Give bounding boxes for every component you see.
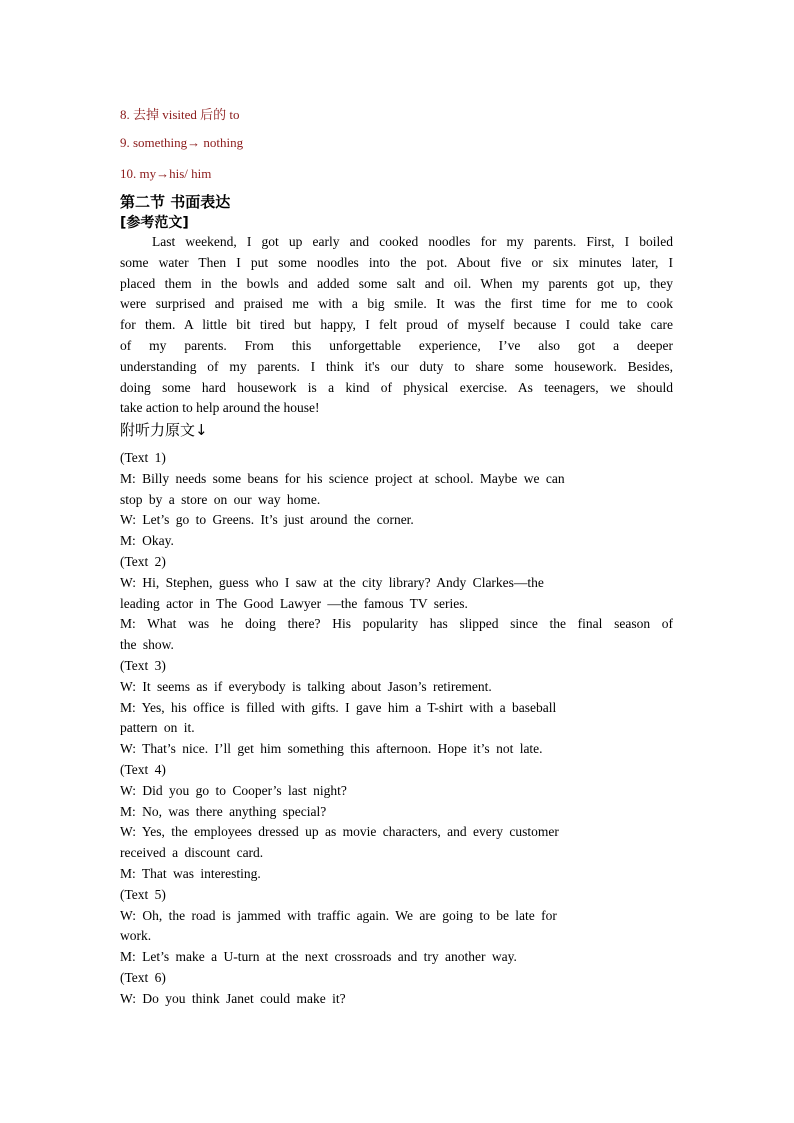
essay-line: take action to help around the house! xyxy=(120,400,320,416)
essay-line: of my parents. From this unforgettable experience, I’ve also got a deeper xyxy=(120,337,673,353)
listening-script xyxy=(120,448,673,1010)
essay-line: understanding of my parents. I think it's our duty to share some housework. Besides, xyxy=(120,358,673,374)
script-line: M: Let’s make a U-turn at the next crossroads and try another way. xyxy=(120,949,517,965)
script-line: work. xyxy=(120,928,152,944)
script-line: (Text 4) xyxy=(120,761,166,777)
correction-item-9: 9. something→ nothing xyxy=(120,135,244,150)
essay-line: placed them in the bowls and added some salt and oil. When my parents got up, they xyxy=(120,275,673,291)
script-line: received a discount card. xyxy=(120,845,264,861)
correction-item-10: 10. my→his/ him xyxy=(120,166,212,181)
script-line: the show. xyxy=(120,637,174,653)
script-line: (Text 3) xyxy=(120,657,166,673)
script-line: (Text 2) xyxy=(120,553,166,569)
script-line: stop by a store on our way home. xyxy=(120,491,321,507)
essay-line: were surprised and praised me with a big smile. It was the first time for me to cook xyxy=(120,296,673,312)
listening-script-title: 附听力原文↓ xyxy=(120,421,208,439)
script-line: W: Oh, the road is jammed with traffic again. We are going to be late for xyxy=(120,907,557,923)
script-line: W: Hi, Stephen, guess who I saw at the city library? Andy Clarkes—the xyxy=(120,574,544,590)
script-line: M: No, was there anything special? xyxy=(120,803,327,819)
script-line: W: That’s nice. I’ll get him something this afternoon. Hope it’s not late. xyxy=(120,741,543,757)
script-line: (Text 5) xyxy=(120,886,166,902)
essay-line: for them. A little bit tired but happy, I felt proud of myself because I could take care xyxy=(120,317,673,333)
script-line: W: Do you think Janet could make it? xyxy=(120,990,346,1006)
essay-line: some water Then I put some noodles into the pot. About five or six minutes later, I xyxy=(120,254,673,270)
script-line: W: Let’s go to Greens. It’s just around the corner. xyxy=(120,512,414,528)
essay-line: Last weekend, I got up early and cooked noodles for my parents. First, I boiled xyxy=(152,234,673,249)
section-title: 第二节 书面表达 xyxy=(120,193,231,211)
script-line: (Text 6) xyxy=(120,969,166,985)
script-line: M: Yes, his office is filled with gifts. I gave him a T-shirt with a baseball xyxy=(120,699,557,715)
script-line: (Text 1) xyxy=(120,450,166,465)
script-line: M: Billy needs some beans for his science project at school. Maybe we can xyxy=(120,470,565,486)
script-line: M: That was interesting. xyxy=(120,865,261,881)
section-subtitle: [参考范文] xyxy=(120,215,189,231)
script-line: W: It seems as if everybody is talking about Jason’s retirement. xyxy=(120,678,492,694)
model-essay xyxy=(120,232,673,419)
correction-item-8: 8. 去掉 visited 后的 to xyxy=(120,107,240,122)
essay-line: doing some hard housework is a kind of physical exercise. As teenagers, we should xyxy=(120,379,673,395)
script-line: leading actor in The Good Lawyer —the famous TV series. xyxy=(120,595,468,611)
script-line: pattern on it. xyxy=(120,720,195,736)
script-line: W: Did you go to Cooper’s last night? xyxy=(120,782,347,798)
script-line: M: Okay. xyxy=(120,533,174,549)
script-line: M: What was he doing there? His popularity has slipped since the final season of xyxy=(120,616,673,632)
script-line: W: Yes, the employees dressed up as movie characters, and every customer xyxy=(120,824,559,840)
